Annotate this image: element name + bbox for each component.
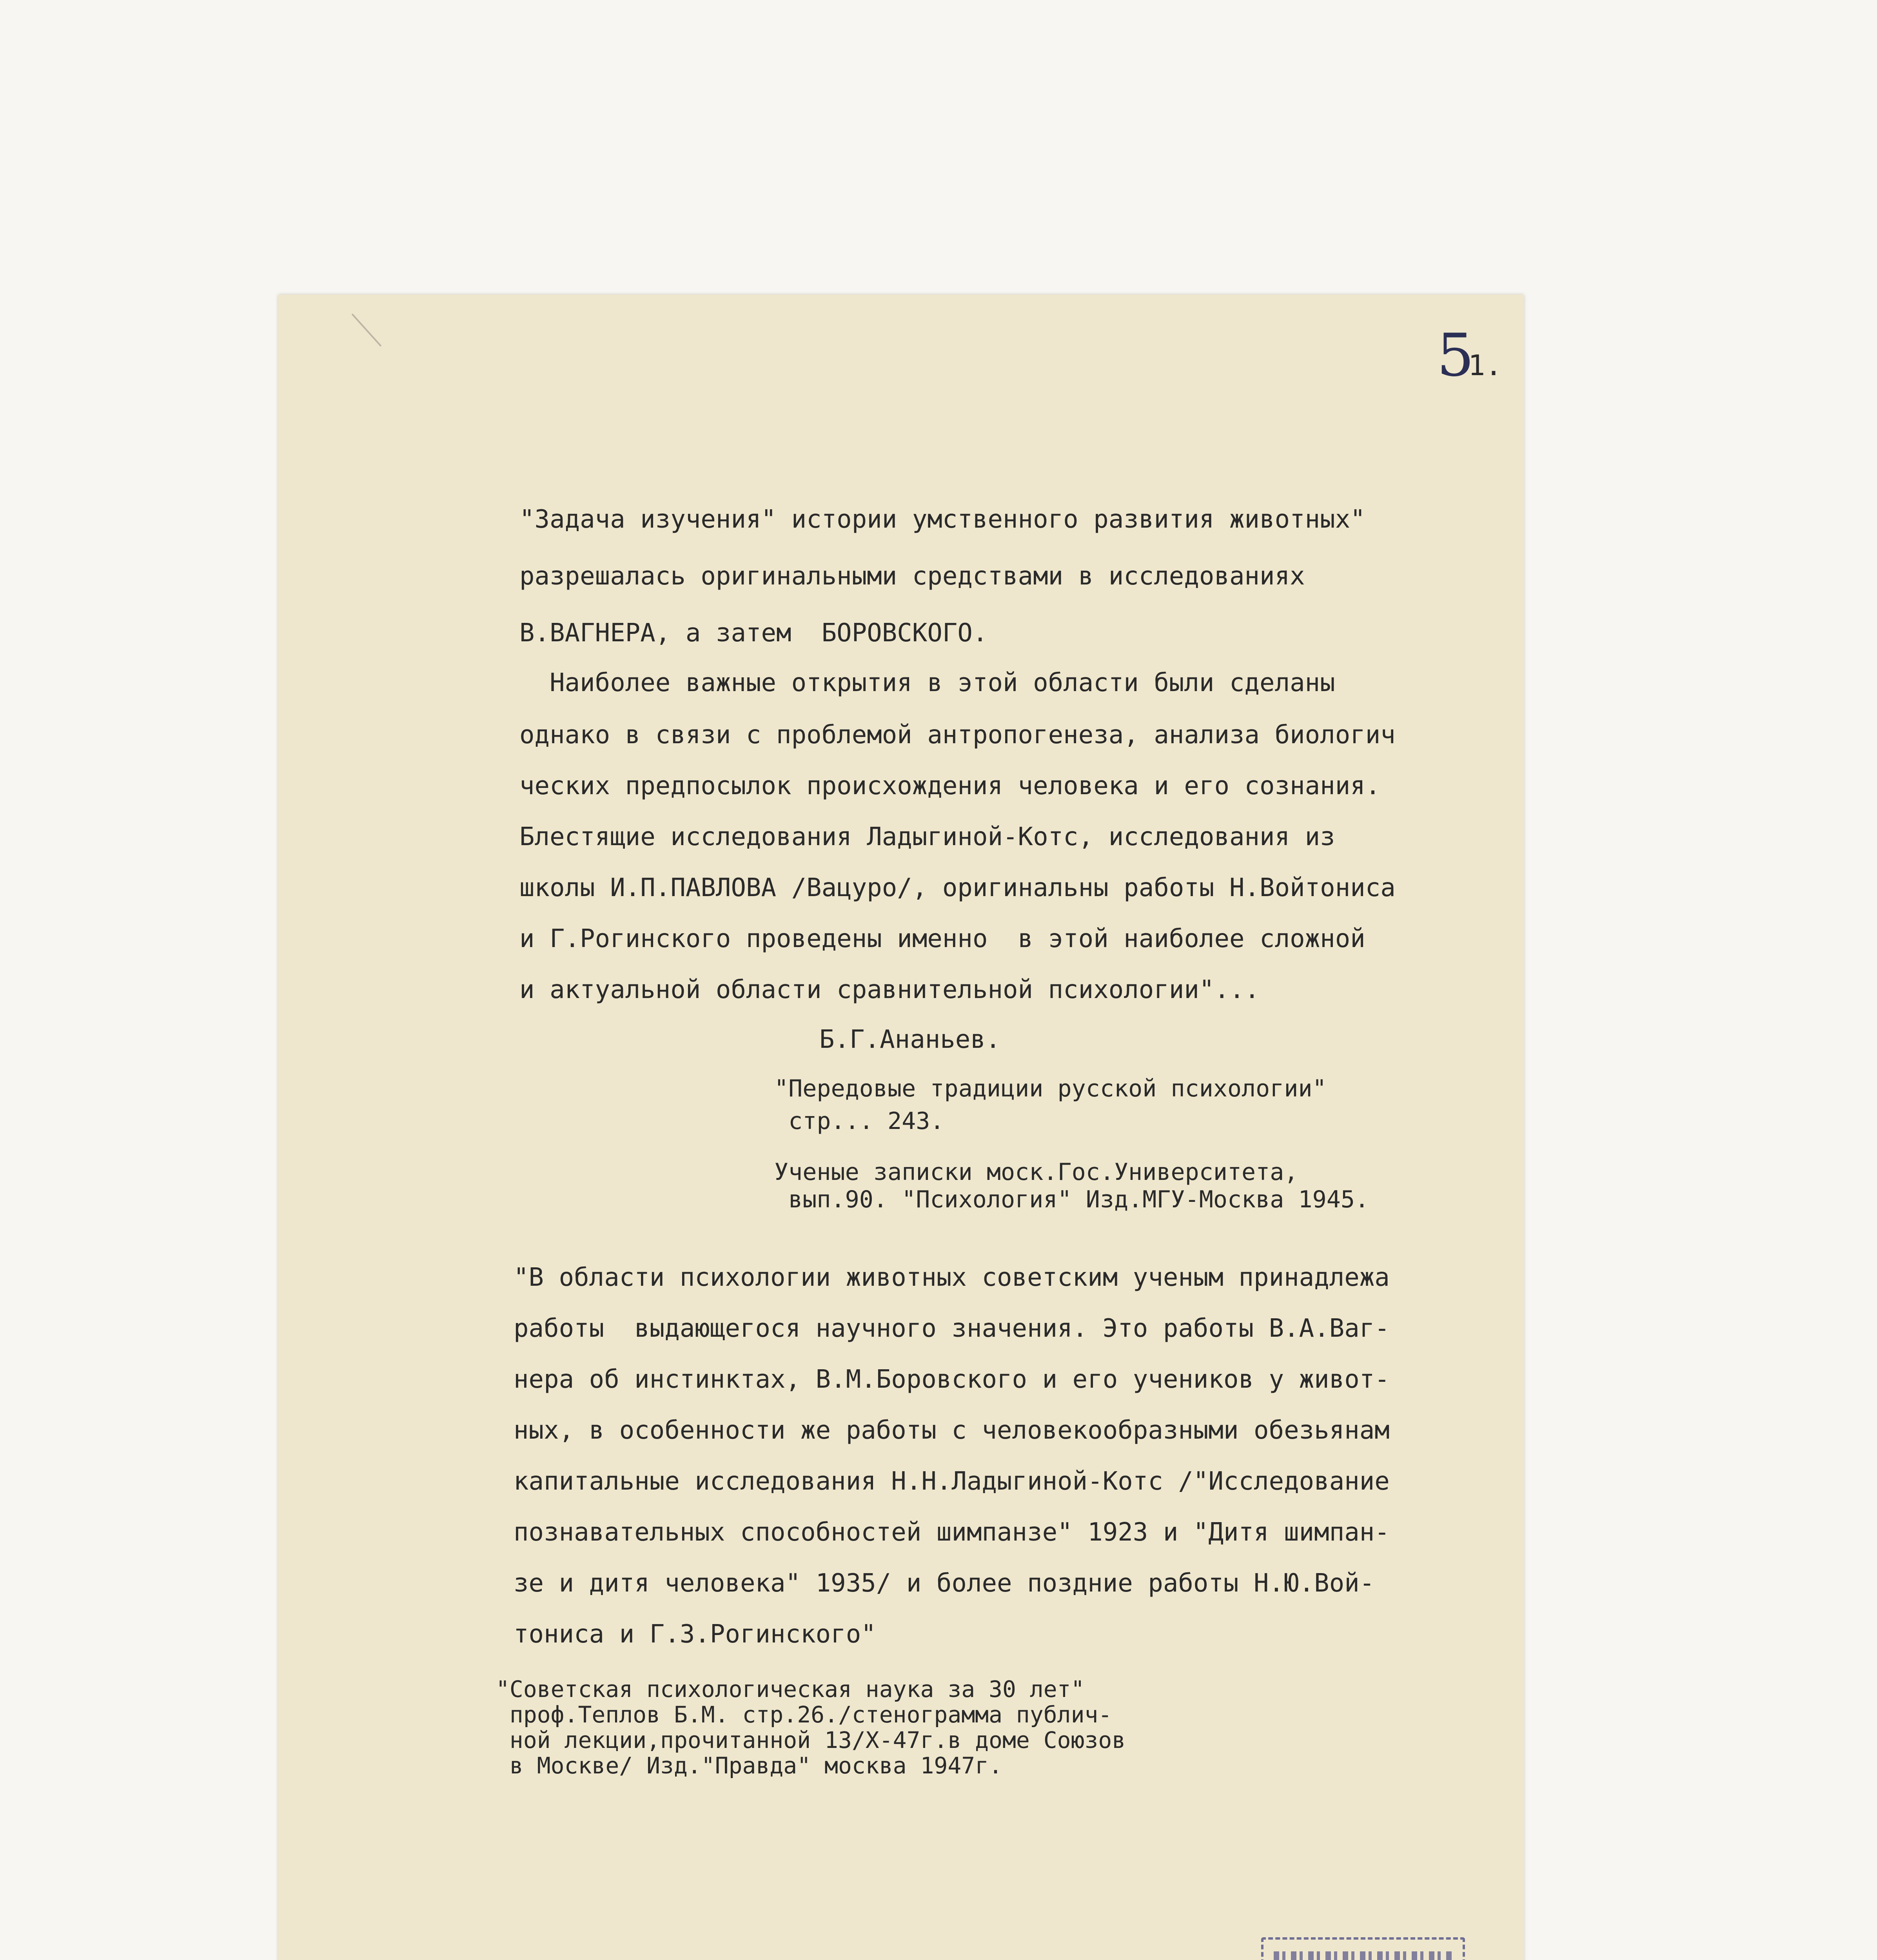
source-line: проф.Теплов Б.М. стр.26./стенограмма публич- bbox=[496, 1701, 1112, 1728]
quote-line: школы И.П.ПАВЛОВА /Вацуро/, оригинальны работы Н.Войтониса bbox=[519, 873, 1396, 902]
quote-line: работы выдающегося научного значения. Это работы В.А.Ваг- bbox=[514, 1314, 1390, 1343]
source-line: стр... 243. bbox=[774, 1107, 944, 1135]
quote-line: и Г.Рогинского проведены именно в этой наиболее сложной bbox=[519, 924, 1365, 953]
quote-line: Блестящие исследования Ладыгиной-Котс, исследования из bbox=[519, 822, 1335, 851]
quote-line: ных, в особенности же работы с человекообразными обезьянам bbox=[514, 1416, 1390, 1445]
quote-line: "В области психологии животных советским ученым принадлежа bbox=[514, 1263, 1390, 1292]
quote-line: В.ВАГНЕРА, а затем БОРОВСКОГО. bbox=[519, 619, 988, 648]
page-number-typed: 1. bbox=[1468, 349, 1502, 382]
quote-line: Наиболее важные открытия в этой области были сделаны bbox=[519, 668, 1335, 697]
stamp-text-line bbox=[1274, 1951, 1452, 1960]
quote-line: тониса и Г.З.Рогинского" bbox=[514, 1620, 876, 1649]
source-line: в Москве/ Изд."Правда" москва 1947г. bbox=[496, 1752, 1003, 1779]
quote-line: нера об инстинктах, В.М.Боровского и его учеников у живот- bbox=[514, 1365, 1390, 1394]
quote-line: "Задача изучения" истории умственного развития животных" bbox=[519, 505, 1365, 534]
source-line: вып.90. "Психология" Изд.МГУ-Москва 1945. bbox=[774, 1186, 1369, 1213]
quote-line: зе и дитя человека" 1935/ и более поздние работы Н.Ю.Вой- bbox=[514, 1569, 1375, 1598]
quote-line: капитальные исследования Н.Н.Ладыгиной-Котс /"Исследование bbox=[514, 1467, 1390, 1496]
quote-line: ческих предпосылок происхождения человека и его сознания. bbox=[519, 771, 1381, 800]
archive-stamp bbox=[1261, 1937, 1465, 1960]
quote-line: познавательных способностей шимпанзе" 1923 и "Дитя шимпан- bbox=[514, 1518, 1390, 1547]
quote-line: разрешалась оригинальными средствами в исследованиях bbox=[519, 562, 1305, 591]
source-line: Ученые записки моск.Гос.Университета, bbox=[774, 1158, 1298, 1186]
quote-line: однако в связи с проблемой антропогенеза, анализа биологич bbox=[519, 720, 1396, 750]
page-number-handwritten: 5 bbox=[1437, 321, 1474, 390]
quote-line: и актуальной области сравнительной психологии"... bbox=[519, 975, 1260, 1004]
source-line: "Советская психологическая наука за 30 лет" bbox=[496, 1676, 1085, 1702]
source-line: ной лекции,прочитанной 13/Х-47г.в доме Союзов bbox=[496, 1727, 1126, 1753]
author-name: Б.Г.Ананьев. bbox=[819, 1025, 1001, 1054]
source-line: "Передовые традиции русской психологии" bbox=[774, 1075, 1327, 1102]
